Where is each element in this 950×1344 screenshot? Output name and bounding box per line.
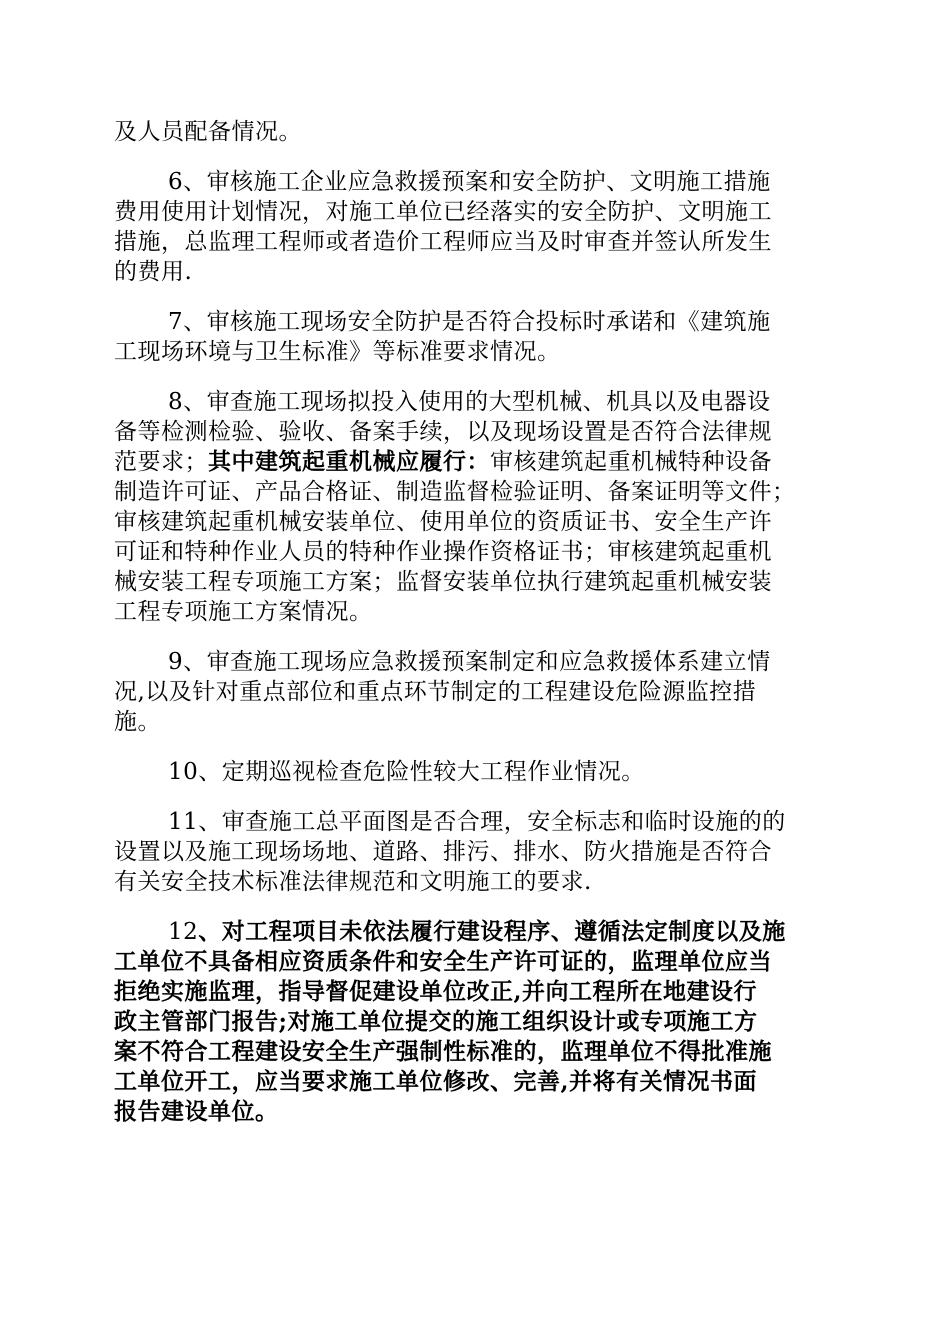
text-line: 及人员配备情况。 (114, 119, 302, 145)
text-line: 备等检测检验、验收、备案手续，以及现场设置是否符合法律规 (114, 419, 772, 445)
text-line-mixed (114, 447, 844, 477)
paragraph-8 (114, 387, 844, 627)
text-line-mixed (114, 917, 844, 947)
text-line: 9、审查施工现场应急救援预案制定和应急救援体系建立情 (168, 649, 771, 675)
text-line: 工单位不具备相应资质条件和安全生产许可证的，监理单位应当 (114, 948, 772, 975)
bold-text: 、对工程项目未依法履行建设程序、遵循法定制度以及施 (198, 918, 786, 945)
text-line: 拒绝实施监理，指导督促建设单位改正,并向工程所在地建设行 (114, 978, 758, 1005)
paragraph-10 (114, 757, 844, 787)
text-line: 设置以及施工现场场地、道路、排污、排水、防火措施是否符合 (114, 839, 772, 865)
text-line: 11、审查施工总平面图是否合理，安全标志和临时设施的的 (168, 809, 786, 835)
text-segment: 范要求； (114, 449, 208, 475)
text-line: 工现场环境与卫生标准》等标准要求情况。 (114, 339, 561, 365)
text-line: 有关安全技术标准法律规范和文明施工的要求. (114, 869, 592, 895)
text-line: 费用使用计划情况，对施工单位已经落实的安全防护、文明施工 (114, 199, 772, 225)
text-line: 制造许可证、产品合格证、制造监督检验证明、备案证明等文件； (114, 479, 796, 505)
paragraph-5-tail (114, 117, 844, 147)
text-line: 8、审查施工现场拟投入使用的大型机械、机具以及电器设 (168, 389, 771, 415)
text-line: 施。 (114, 709, 161, 735)
text-line: 政主管部门报告;对施工单位提交的施工组织设计或专项施工方 (114, 1008, 758, 1035)
text-line: 措施，总监理工程师或者造价工程师应当及时审查并签认所发生 (114, 229, 772, 255)
paragraph-9 (114, 647, 844, 737)
bold-emphasis: 其中建筑起重机械应履行： (208, 448, 490, 475)
paragraph-6 (114, 167, 844, 287)
paragraph-number: 12 (168, 919, 199, 945)
paragraph-7 (114, 307, 844, 367)
text-line: 械安装工程专项施工方案；监督安装单位执行建筑起重机械安装 (114, 569, 772, 595)
text-line: 案不符合工程建设安全生产强制性标准的，监理单位不得批准施 (114, 1038, 772, 1065)
text-line: 7、审核施工现场安全防护是否符合投标时承诺和《建筑施 (168, 309, 771, 335)
text-line: 工单位开工，应当要求施工单位修改、完善,并将有关情况书面 (114, 1068, 758, 1095)
paragraph-12 (114, 917, 844, 1127)
text-line: 况,以及针对重点部位和重点环节制定的工程建设危险源监控措 (114, 679, 757, 705)
text-line: 6、审核施工企业应急救援预案和安全防护、文明施工措施 (168, 169, 771, 195)
text-line: 的费用. (114, 259, 193, 285)
text-line: 审核建筑起重机械安装单位、使用单位的资质证书、安全生产许 (114, 509, 772, 535)
document-page (114, 117, 844, 1127)
text-segment: 审核建筑起重机械特种设备 (490, 449, 772, 475)
text-line: 工程专项施工方案情况。 (114, 599, 373, 625)
paragraph-11 (114, 807, 844, 897)
text-line: 10、定期巡视检查危险性较大工程作业情况。 (168, 759, 645, 785)
text-line: 报告建设单位。 (114, 1098, 279, 1125)
text-line: 可证和特种作业人员的特种作业操作资格证书；审核建筑起重机 (114, 539, 772, 565)
